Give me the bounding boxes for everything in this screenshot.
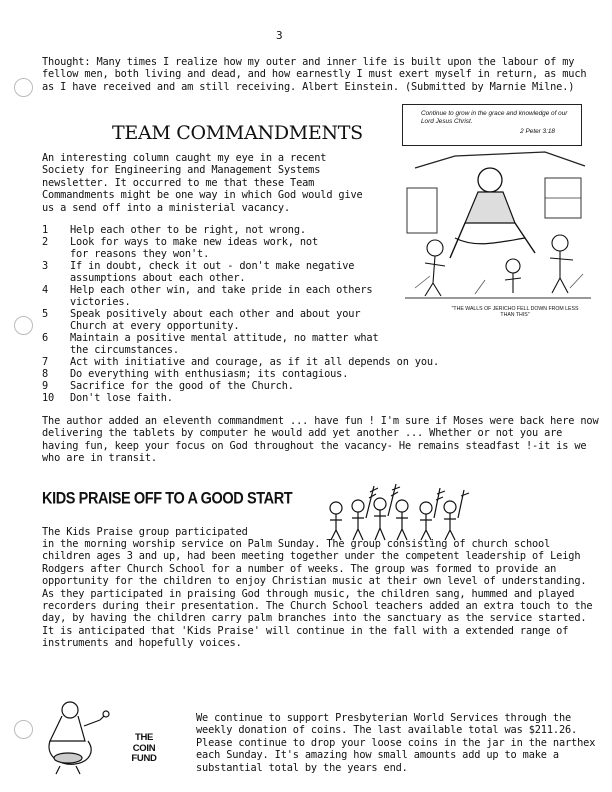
cartoon-caption: "THE WALLS OF JERICHO FELL DOWN FROM LESS THAN THIS"	[451, 306, 579, 318]
kids-praise-paragraph: in the morning worship service on Palm Sunday. The group consisting of church school children ages 3 and up, had been meeting together under the competent leadership of Leigh Rodgers after Church School for a number of weeks. The group was formed to provide an opportunity for the children to enjoy Christian music at their own level of understanding. As they participated in praising God through music, the children sang, hummed and played recorders during their presentation. The Church School teachers added an extra touch to the day, by having the children carry palm branches into the sanctuary as the service started. It is anticipated that 'Kids Praise' will continue in the fall with a extended range of instruments and hopefully voices.	[42, 538, 593, 650]
commandment-text: If in doubt, check it out - don't make negative assumptions about each other.	[70, 260, 355, 285]
team-intro-paragraph: An interesting column caught my eye in a recent Society for Engineering and Management Systems newsletter. It occurred to me that these Team Commandments might be one way in which God would give us a send off into a ministerial vacancy.	[42, 152, 363, 214]
coin-jar-character	[40, 696, 120, 776]
commandment-text: Look for ways to make new ideas work, not for reasons they won't.	[70, 236, 319, 261]
commandment-number: 2	[42, 236, 49, 248]
commandment-number: 8	[42, 368, 49, 380]
commandment-number: 4	[42, 284, 49, 296]
coin-fund-title-line: FUND	[131, 753, 157, 764]
commandment-text: Don't lose faith.	[70, 392, 173, 404]
page-number: 3	[276, 29, 283, 42]
cartoon-illustration	[395, 148, 595, 326]
binder-hole	[14, 78, 33, 97]
commandment-number: 5	[42, 308, 49, 320]
commandment-text: Maintain a positive mental attitude, no matter what the circumstances.	[70, 332, 379, 357]
commandment-text: Act with initiative and courage, as if it all depends on you.	[70, 356, 440, 368]
thought-paragraph: Thought: Many times I realize how my outer and inner life is built upon the labour of my fellow men, both living and dead, and how earnestly I must exert myself in return, as much as I have received and am still receiving. Albert Einstein. (Submitted by Marnie Milne.)	[42, 56, 587, 93]
coin-fund-paragraph: We continue to support Presbyterian World Services through the weekly donation of coins. The last available total was $211.26. Please continue to drop your loose coins in the jar in the narthex each Sunday. It's amazing how small amounts add up to make a substantial total by the years end.	[196, 712, 596, 774]
coin-fund-title	[122, 733, 166, 765]
scripture-box	[402, 104, 582, 146]
eleventh-commandment-paragraph: The author added an eleventh commandment ... have fun ! I'm sure if Moses were back here now delivering the tablets by computer he would add yet another ... Whether or not you are having fun, keep your focus on God throughout the vacancy- He remains steadfast !-it is we who are in transit.	[42, 415, 599, 465]
scripture-reference: 2 Peter 3:18	[520, 128, 555, 136]
team-commandments-heading: TEAM COMMANDMENTS	[112, 122, 363, 144]
kids-praise-heading: KIDS PRAISE OFF TO A GOOD START	[42, 489, 293, 509]
commandment-number: 10	[42, 392, 55, 404]
commandment-text: Speak positively about each other and about your Church at every opportunity.	[70, 308, 361, 333]
commandment-text: Sacrifice for the good of the Church.	[70, 380, 294, 392]
binder-hole	[14, 720, 33, 739]
kids-praise-illustration	[322, 482, 472, 542]
commandment-number: 9	[42, 380, 49, 392]
commandment-number: 7	[42, 356, 49, 368]
scripture-text: Continue to grow in the grace and knowledge of our Lord Jesus Christ.	[421, 110, 568, 125]
commandment-text: Help each other to be right, not wrong.	[70, 224, 306, 236]
coin-fund-title-line: COIN	[132, 742, 156, 754]
coin-fund-illustration	[40, 696, 190, 776]
commandment-number: 1	[42, 224, 49, 236]
commandment-text: Do everything with enthusiasm; its contagious.	[70, 368, 349, 380]
jericho-cartoon	[395, 148, 595, 326]
binder-hole	[14, 316, 33, 335]
commandment-number: 6	[42, 332, 49, 344]
commandment-number: 3	[42, 260, 49, 272]
kids-praise-first-line: The Kids Praise group participated	[42, 526, 248, 538]
commandment-text: Help each other win, and take pride in each others victories.	[70, 284, 373, 309]
children-palms-drawing	[322, 482, 472, 542]
coin-fund-title-line: THE	[134, 732, 154, 743]
